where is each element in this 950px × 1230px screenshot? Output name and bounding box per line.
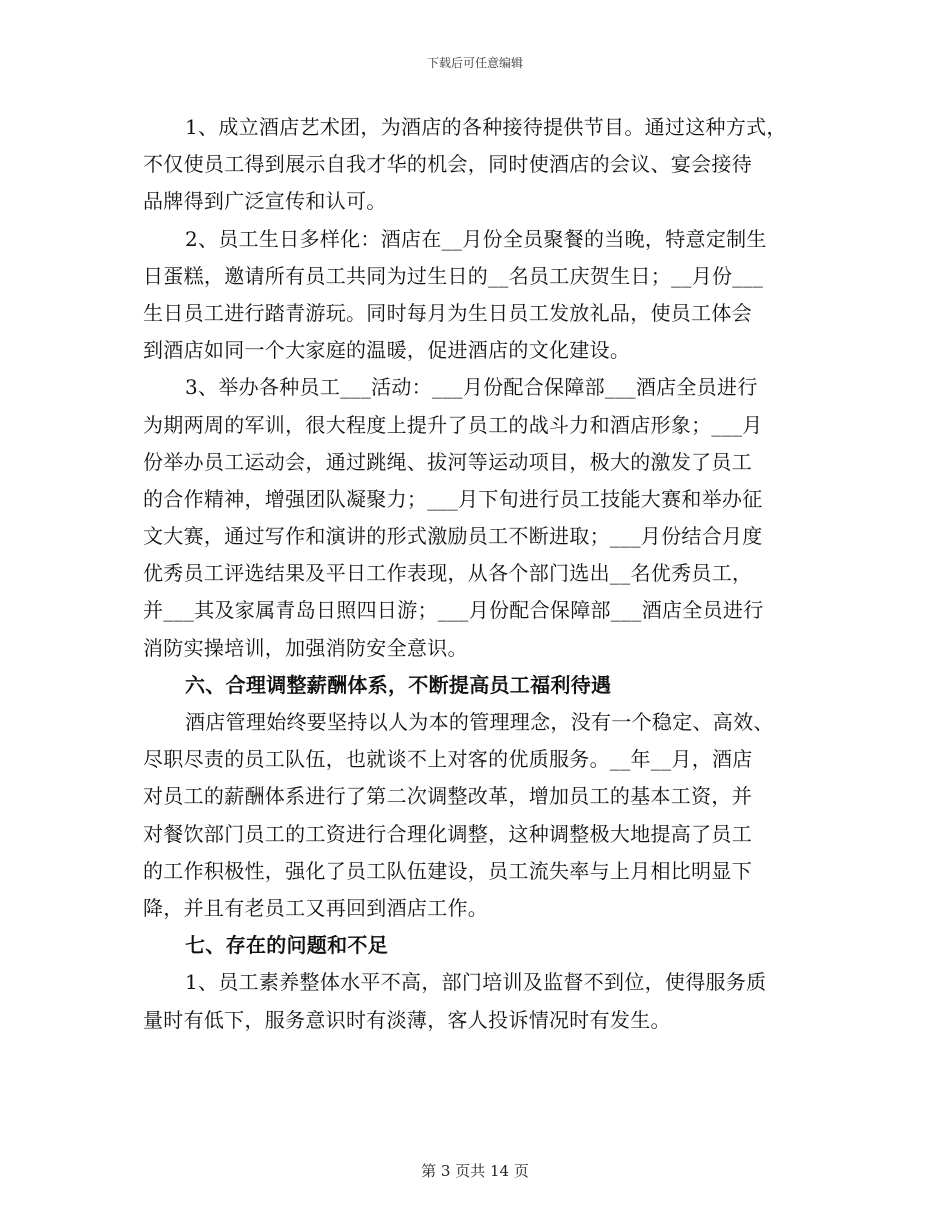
paragraph-line: 1、员工素养整体水平不高，部门培训及监督不到位，使得服务质 — [185, 970, 767, 995]
paragraph-line: 降，并且有老员工又再回到酒店工作。 — [143, 895, 489, 920]
paragraph-line: 2、员工生日多样化：酒店在__月份全员聚餐的当晚，特意定制生 — [185, 226, 767, 251]
document-body — [143, 109, 810, 1039]
paragraph-line: 1、成立酒店艺术团，为酒店的各种接待提供节目。通过这种方式， — [185, 115, 787, 139]
paragraph-line: 3、举办各种员工___活动：___月份配合保障部___酒店全员进行 — [185, 375, 758, 400]
paragraph-line: 到酒店如同一个大家庭的温暖，促进酒店的文化建设。 — [143, 338, 631, 363]
paragraph-line: 的工作积极性，强化了员工队伍建设，员工流失率与上月相比明显下 — [143, 858, 752, 883]
paragraph-line: 对员工的薪酬体系进行了第二次调整改革，增加员工的基本工资，并 — [143, 784, 752, 809]
paragraph-line: 份举办员工运动会，通过跳绳、拔河等运动项目，极大的激发了员工 — [143, 449, 752, 474]
page-header: 下载后可任意编辑 — [426, 56, 523, 70]
paragraph-line: 尽职尽责的员工队伍，也就谈不上对客的优质服务。__年__月，酒店 — [143, 747, 753, 772]
paragraph-line: 日蛋糕，邀请所有员工共同为过生日的__名员工庆贺生日；__月份___ — [143, 263, 764, 288]
paragraph-line: 优秀员工评选结果及平日工作表现，从各个部门选出__名优秀员工， — [143, 561, 753, 586]
paragraph-line: 酒店管理始终要坚持以人为本的管理理念，没有一个稳定、高效、 — [185, 710, 774, 734]
page-footer: 第 3 页共 14 页 — [421, 1162, 529, 1180]
paragraph-line: 并___其及家属青岛日照四日游；___月份配合保障部___酒店全员进行 — [143, 598, 764, 623]
paragraph-line: 对餐饮部门员工的工资进行合理化调整，这种调整极大地提高了员工 — [143, 821, 752, 846]
paragraph-line: 消防实操培训，加强消防安全意识。 — [143, 635, 468, 660]
paragraph-line: 文大赛，通过写作和演讲的形式激励员工不断进取；___月份结合月度 — [143, 524, 763, 549]
paragraph-line: 的合作精神，增强团队凝聚力；___月下旬进行员工技能大赛和举办征 — [143, 486, 763, 511]
section-heading: 七、存在的问题和不足 — [185, 933, 388, 958]
section-heading: 六、合理调整薪酬体系，不断提高员工福利待遇 — [185, 672, 612, 697]
paragraph-line: 品牌得到广泛宣传和认可。 — [143, 189, 387, 214]
paragraph-line: 量时有低下，服务意识时有淡薄，客人投诉情况时有发生。 — [143, 1007, 671, 1032]
paragraph-line: 为期两周的军训，很大程度上提升了员工的战斗力和酒店形象；___月 — [143, 412, 763, 437]
paragraph-line: 生日员工进行踏青游玩。同时每月为生日员工发放礼品，使员工体会 — [143, 300, 752, 325]
paragraph-line: 不仅使员工得到展示自我才华的机会，同时使酒店的会议、宴会接待 — [143, 152, 752, 177]
